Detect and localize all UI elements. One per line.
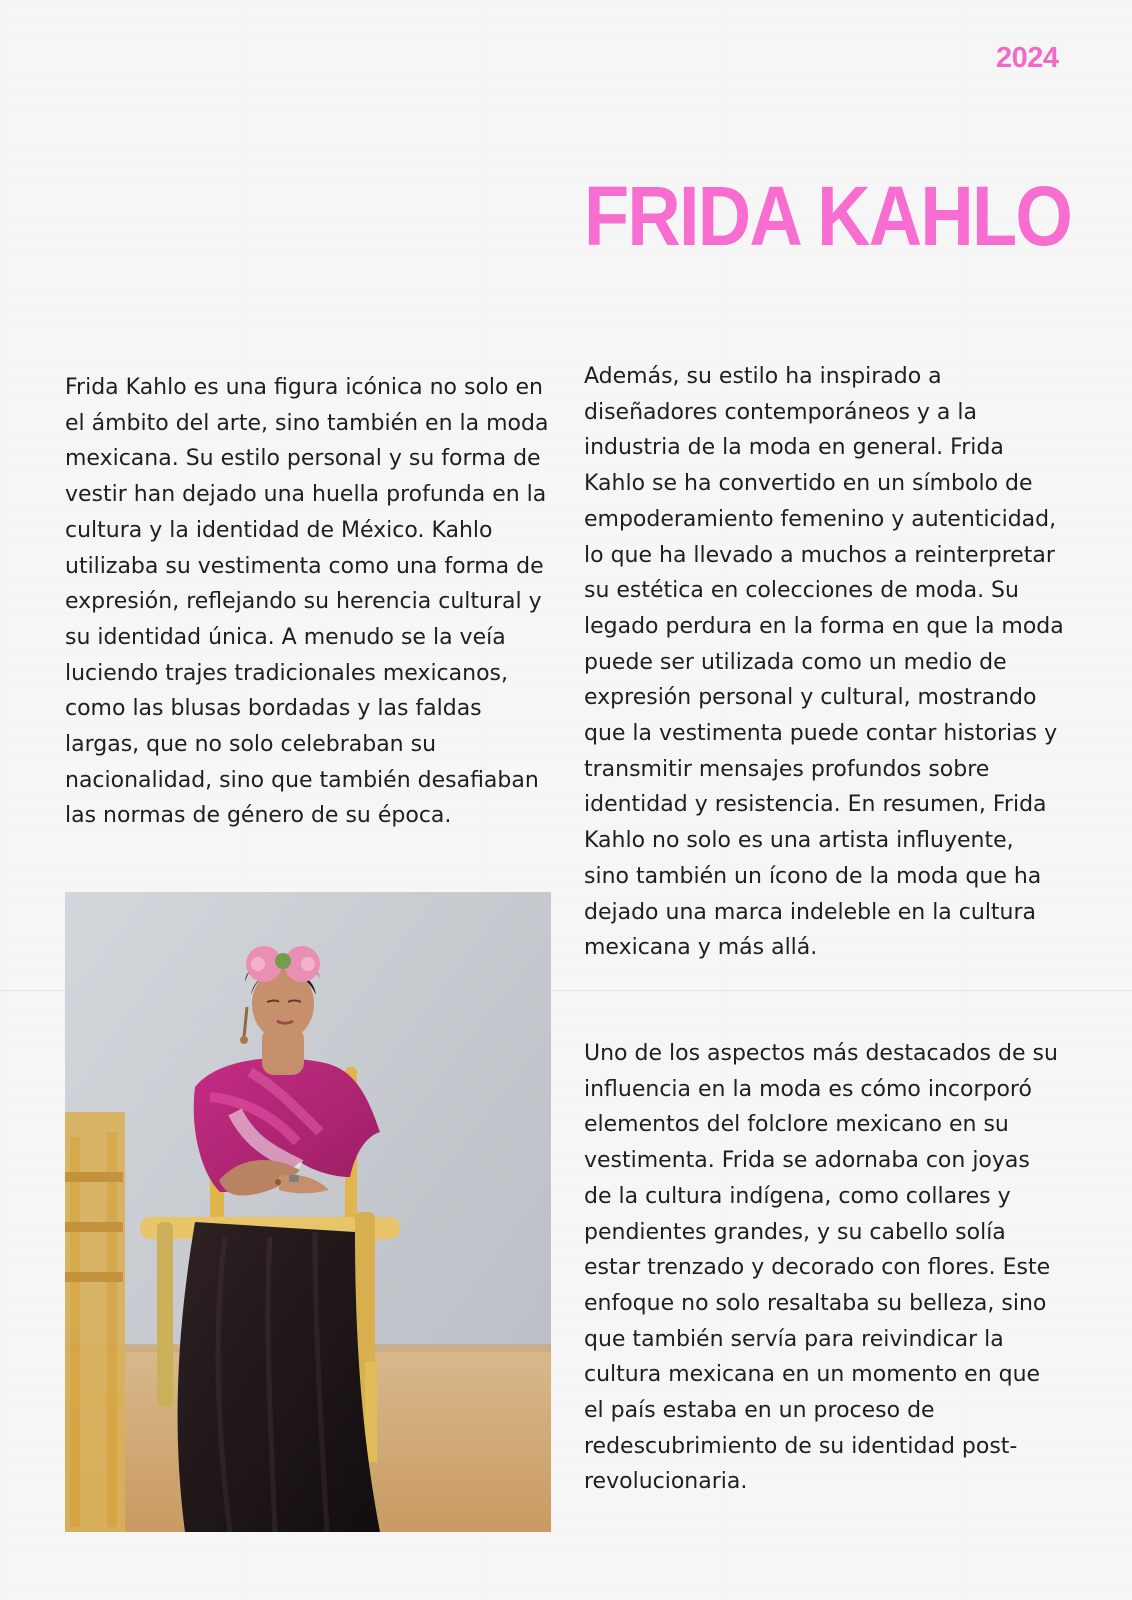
right-article-paragraph-1: Además, su estilo ha inspirado a diseñadores contemporáneos y a la industria de la moda en general. Frida Kahlo se ha convertido en un símbolo de empoderamiento femenino y autenticidad, lo que ha llevado a muchos a reinterpretar su estética en colecciones de moda. Su legado perdura en la forma en que la moda puede ser utilizada como un medio de expresión personal y cultural, mostrando que la vestimenta puede contar historias y transmitir mensajes profundos sobre identidad y resistencia. En resumen, Frida Kahlo no solo es una artista influyente, sino también un ícono de la moda que ha dejado una marca indeleble en la cultura mexicana y más allá. <box>584 364 1064 961</box>
frida-photo <box>65 892 551 1532</box>
left-article-paragraph: Frida Kahlo es una figura icónica no solo en el ámbito del arte, sino también en la moda mexicana. Su estilo personal y su forma de vestir han dejado una huella profunda en la cultura y la identidad de México. Kahlo utilizaba su vestimenta como una forma de expresión, reflejando su herencia cultural y su identidad única. A menudo se la veía luciendo trajes tradicionales mexicanos, como las blusas bordadas y las faldas largas, que no solo celebraban su nacionalidad, sino que también desafiaban las normas de género de su época. <box>65 375 549 829</box>
right-article-paragraph-2: Uno de los aspectos más destacados de su influencia en la moda es cómo incorporó elementos del folclore mexicano en su vestimenta. Frida se adornaba con joyas de la cultura indígena, como collares y pendientes grandes, y su cabello solía estar trenzado y decorado con flores. Este enfoque no solo resaltaba su belleza, sino que también servía para reivindicar la cultura mexicana en un momento en que el país estaba en un proceso de redescubrimiento de su identidad post-revolucionaria. <box>584 1041 1058 1495</box>
frida-photo-illustration <box>65 892 551 1532</box>
year-label: 2024 <box>996 42 1059 74</box>
page-title: FRIDA KAHLO <box>584 169 1072 263</box>
